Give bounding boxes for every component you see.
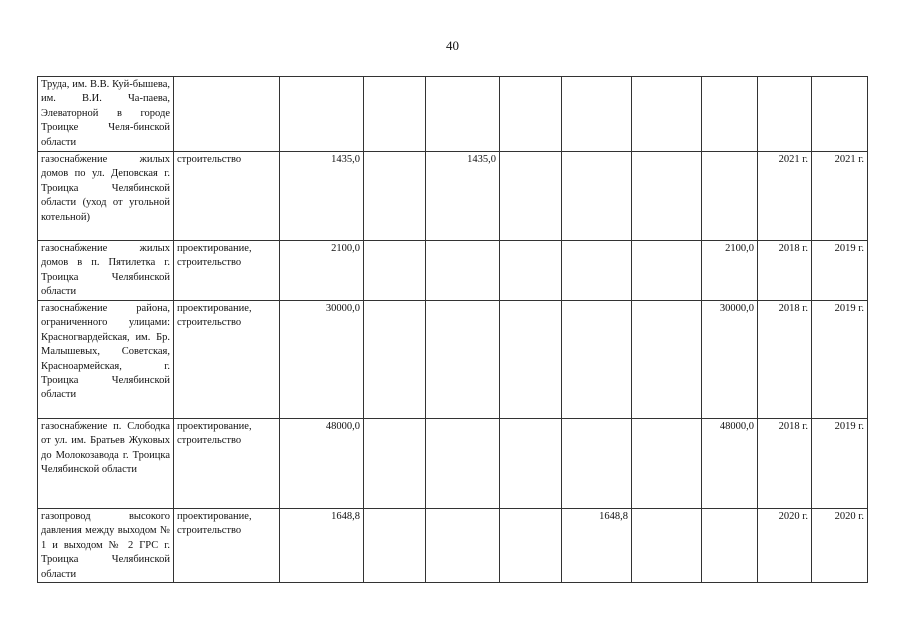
cost-cell <box>562 77 632 152</box>
cost-cell <box>426 301 500 419</box>
end-year-cell: 2019 г. <box>812 301 868 419</box>
start-year-cell: 2020 г. <box>758 509 812 583</box>
start-year-cell: 2021 г. <box>758 152 812 241</box>
cost-cell <box>702 77 758 152</box>
cost-cell <box>500 152 562 241</box>
end-year-cell <box>812 77 868 152</box>
table-row <box>38 241 868 301</box>
cost-cell <box>364 152 426 241</box>
start-year-cell: 2018 г. <box>758 241 812 301</box>
cost-cell <box>632 152 702 241</box>
cost-cell: 30000,0 <box>702 301 758 419</box>
total-cost-cell: 30000,0 <box>280 301 364 419</box>
cost-cell <box>364 509 426 583</box>
start-year-cell: 2018 г. <box>758 419 812 509</box>
cost-cell: 48000,0 <box>702 419 758 509</box>
table-row <box>38 419 868 509</box>
table-row <box>38 77 868 152</box>
table-row <box>38 152 868 241</box>
end-year-cell: 2019 г. <box>812 241 868 301</box>
cost-cell <box>632 509 702 583</box>
cost-cell <box>364 419 426 509</box>
cost-cell: 2100,0 <box>702 241 758 301</box>
cost-cell <box>364 241 426 301</box>
cost-cell <box>364 301 426 419</box>
cost-cell <box>702 152 758 241</box>
cost-cell <box>500 241 562 301</box>
total-cost-cell: 1435,0 <box>280 152 364 241</box>
work-type-cell: проектирование, строительство <box>174 509 280 583</box>
cost-cell <box>632 301 702 419</box>
cost-cell: 1435,0 <box>426 152 500 241</box>
total-cost-cell: 1648,8 <box>280 509 364 583</box>
investment-program-table <box>37 76 868 583</box>
cost-cell <box>364 77 426 152</box>
object-name-cell: газоснабжение района, ограниченного улицами: Красногвардейская, им. Бр. Малышевых, Советская, Красноармейская, г. Троицка Челябинской области <box>38 301 174 419</box>
start-year-cell: 2018 г. <box>758 301 812 419</box>
object-name-cell: газоснабжение жилых домов по ул. Деповская г. Троицка Челябинской области (уход от угольной котельной) <box>38 152 174 241</box>
cost-cell <box>500 301 562 419</box>
cost-cell <box>500 419 562 509</box>
cost-cell <box>426 509 500 583</box>
cost-cell <box>562 241 632 301</box>
end-year-cell: 2019 г. <box>812 419 868 509</box>
object-name-cell: газоснабжение жилых домов в п. Пятилетка г. Троицка Челябинской области <box>38 241 174 301</box>
cost-cell <box>632 77 702 152</box>
end-year-cell: 2021 г. <box>812 152 868 241</box>
page-number: 40 <box>446 38 459 53</box>
cost-cell <box>426 77 500 152</box>
table-row <box>38 301 868 419</box>
object-name-cell: газопровод высокого давления между выходом № 1 и выходом № 2 ГРС г. Троицка Челябинской области <box>38 509 174 583</box>
total-cost-cell: 48000,0 <box>280 419 364 509</box>
start-year-cell <box>758 77 812 152</box>
cost-cell <box>500 77 562 152</box>
work-type-cell <box>174 77 280 152</box>
cost-cell <box>500 509 562 583</box>
cost-cell <box>426 241 500 301</box>
work-type-cell: строительство <box>174 152 280 241</box>
cost-cell <box>702 509 758 583</box>
object-name-cell: газоснабжение п. Слободка от ул. им. Братьев Жуковых до Молокозавода г. Троицка Челябинской области <box>38 419 174 509</box>
total-cost-cell <box>280 77 364 152</box>
work-type-cell: проектирование, строительство <box>174 419 280 509</box>
end-year-cell: 2020 г. <box>812 509 868 583</box>
object-name-cell: Труда, им. В.В. Куй-бышева, им. В.И. Ча-паева, Элеваторной в городе Троицке Челя-бинской области <box>38 77 174 152</box>
cost-cell <box>562 152 632 241</box>
work-type-cell: проектирование, строительство <box>174 301 280 419</box>
work-type-cell: проектирование, строительство <box>174 241 280 301</box>
cost-cell <box>562 301 632 419</box>
cost-cell <box>562 419 632 509</box>
cost-cell <box>632 419 702 509</box>
cost-cell <box>632 241 702 301</box>
total-cost-cell: 2100,0 <box>280 241 364 301</box>
table-row <box>38 509 868 583</box>
cost-cell: 1648,8 <box>562 509 632 583</box>
cost-cell <box>426 419 500 509</box>
